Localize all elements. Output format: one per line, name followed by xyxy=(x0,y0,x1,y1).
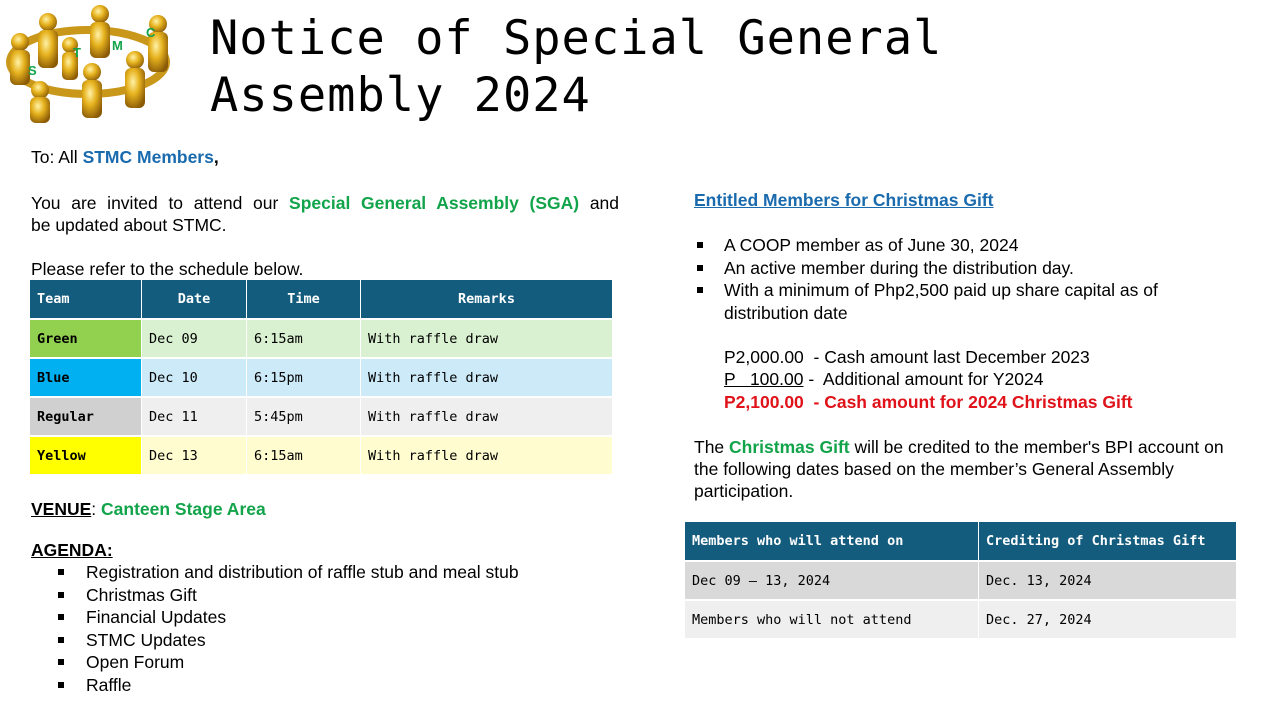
remarks-cell: With raffle draw xyxy=(361,319,613,358)
credit-date-cell: Dec. 13, 2024 xyxy=(979,561,1237,600)
logo-letter-t: T xyxy=(73,45,81,60)
crediting-table xyxy=(685,522,1237,640)
sga-text: Special General Assembly (SGA) xyxy=(289,193,580,213)
agenda-label: AGENDA: xyxy=(31,540,113,560)
list-item: Registration and distribution of raffle stub and meal stub xyxy=(31,561,519,584)
team-cell: Yellow xyxy=(30,436,142,475)
header-remarks: Remarks xyxy=(361,280,613,319)
time-cell: 6:15am xyxy=(247,436,361,475)
venue-value: Canteen Stage Area xyxy=(101,499,266,519)
invite-text: You are invited to attend our Special General Assembly (SGA) and be updated about STMC. xyxy=(31,193,620,235)
title-line-1: Notice of Special General xyxy=(210,11,943,66)
gift-text: Christmas Gift xyxy=(729,437,850,457)
list-item: Financial Updates xyxy=(31,606,519,629)
stmc-logo xyxy=(0,0,180,125)
table-row xyxy=(30,397,613,436)
list-item: Christmas Gift xyxy=(31,584,519,607)
time-cell: 6:15am xyxy=(247,319,361,358)
header-team: Team xyxy=(30,280,142,319)
credit-date-cell: Dec. 27, 2024 xyxy=(979,600,1237,639)
table-row xyxy=(30,358,613,397)
date-cell: Dec 13 xyxy=(142,436,247,475)
logo-letter-c: C xyxy=(146,25,156,40)
amount-line-3: P2,100.00 - Cash amount for 2024 Christmas Gift xyxy=(724,392,1133,412)
page-title xyxy=(210,10,942,124)
amount-line-1: P2,000.00 - Cash amount last December 2023 xyxy=(724,347,1090,367)
attend-cell: Dec 09 – 13, 2024 xyxy=(685,561,979,600)
agenda-list xyxy=(31,561,519,696)
time-cell: 5:45pm xyxy=(247,397,361,436)
date-cell: Dec 11 xyxy=(142,397,247,436)
table-row xyxy=(30,436,613,475)
date-cell: Dec 10 xyxy=(142,358,247,397)
header-time: Time xyxy=(247,280,361,319)
logo-letter-m: M xyxy=(112,38,123,53)
logo-letter-s: S xyxy=(28,63,37,78)
remarks-cell: With raffle draw xyxy=(361,436,613,475)
date-cell: Dec 09 xyxy=(142,319,247,358)
venue: VENUE: Canteen Stage Area xyxy=(31,499,266,519)
schedule-header-row xyxy=(30,280,613,319)
list-item: With a minimum of Php2,500 paid up share capital as of distribution date xyxy=(694,279,1214,324)
table-row xyxy=(30,319,613,358)
greeting: To: All STMC Members, xyxy=(31,147,219,167)
crediting-header-row xyxy=(685,522,1237,561)
time-cell: 6:15pm xyxy=(247,358,361,397)
list-item: A COOP member as of June 30, 2024 xyxy=(694,234,1214,257)
remarks-cell: With raffle draw xyxy=(361,358,613,397)
list-item: An active member during the distribution day. xyxy=(694,257,1214,280)
entitled-list xyxy=(694,234,1214,324)
team-cell: Regular xyxy=(30,397,142,436)
team-cell: Blue xyxy=(30,358,142,397)
table-row xyxy=(685,600,1237,639)
table-row xyxy=(685,561,1237,600)
schedule-intro: Please refer to the schedule below. xyxy=(31,259,304,279)
list-item: Raffle xyxy=(31,674,519,697)
venue-label: VENUE xyxy=(31,499,92,519)
header-crediting: Crediting of Christmas Gift xyxy=(979,522,1237,561)
team-cell: Green xyxy=(30,319,142,358)
attend-cell: Members who will not attend xyxy=(685,600,979,639)
entitled-heading: Entitled Members for Christmas Gift xyxy=(694,190,994,210)
schedule-table xyxy=(30,280,613,476)
amount-line-2: P 100.00 - Additional amount for Y2024 xyxy=(724,369,1044,389)
header-date: Date xyxy=(142,280,247,319)
list-item: Open Forum xyxy=(31,651,519,674)
credit-note: The Christmas Gift will be credited to the member's BPI account on the following dates based on the member’s General Assembly participation. xyxy=(694,437,1224,501)
title-line-2: Assembly 2024 xyxy=(210,68,591,123)
header-attend: Members who will attend on xyxy=(685,522,979,561)
members-text: STMC Members xyxy=(82,147,214,167)
list-item: STMC Updates xyxy=(31,629,519,652)
remarks-cell: With raffle draw xyxy=(361,397,613,436)
